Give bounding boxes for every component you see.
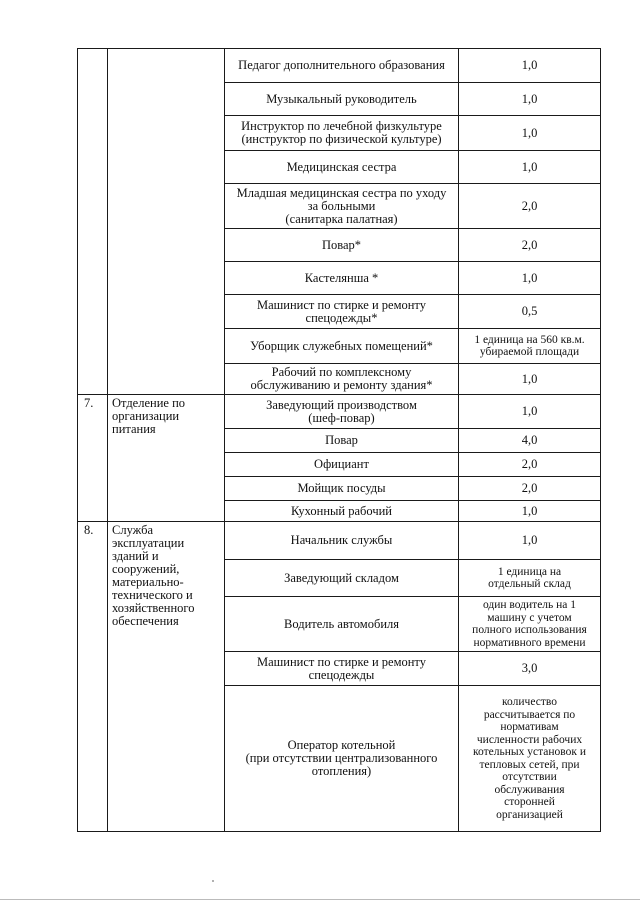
position-cell: Медицинская сестра	[225, 151, 459, 184]
staff-count-cell: 1,0	[459, 262, 601, 295]
row-number-cell: 7.	[78, 395, 108, 522]
staff-count-cell: один водитель на 1 машину с учетом полного использования нормативного времени	[459, 597, 601, 652]
staff-count-cell: 2,0	[459, 229, 601, 262]
position-cell: Машинист по стирке и ремонту спецодежды	[225, 652, 459, 686]
staff-count-cell: 3,0	[459, 652, 601, 686]
row-number-cell	[78, 49, 108, 395]
position-cell: Водитель автомобиля	[225, 597, 459, 652]
position-cell: Младшая медицинская сестра по уходу за больными (санитарка палатная)	[225, 184, 459, 229]
position-cell: Официант	[225, 453, 459, 477]
staff-count-cell: 1,0	[459, 49, 601, 83]
table-row	[78, 395, 601, 429]
staff-count-cell: 1,0	[459, 395, 601, 429]
staff-count-cell: 2,0	[459, 453, 601, 477]
position-cell: Оператор котельной (при отсутствии централизованного отопления)	[225, 686, 459, 832]
staff-count-cell: 1,0	[459, 151, 601, 184]
position-cell: Инструктор по лечебной физкультуре (инструктор по физической культуре)	[225, 116, 459, 151]
staff-count-cell: 1 единица на 560 кв.м. убираемой площади	[459, 329, 601, 364]
position-cell: Мойщик посуды	[225, 477, 459, 501]
staff-count-cell: 1,0	[459, 364, 601, 395]
staff-count-cell: 1,0	[459, 83, 601, 116]
position-cell: Заведующий производством (шеф-повар)	[225, 395, 459, 429]
position-cell: Повар*	[225, 229, 459, 262]
staff-count-cell: 1 единица на отдельный склад	[459, 560, 601, 597]
staff-count-cell: 0,5	[459, 295, 601, 329]
table-row	[78, 49, 601, 83]
position-cell: Повар	[225, 429, 459, 453]
page-bottom-edge	[0, 899, 640, 900]
staff-count-cell: количество рассчитывается по нормативам численности рабочих котельных установок и тепловых сетей, при отсутствии обслуживания сторонней организацией	[459, 686, 601, 832]
position-cell: Музыкальный руководитель	[225, 83, 459, 116]
staff-count-cell: 2,0	[459, 184, 601, 229]
position-cell: Начальник службы	[225, 522, 459, 560]
staff-table	[77, 48, 601, 832]
row-number-cell: 8.	[78, 522, 108, 832]
position-cell: Уборщик служебных помещений*	[225, 329, 459, 364]
table-row	[78, 522, 601, 560]
staff-count-cell: 2,0	[459, 477, 601, 501]
department-cell: Служба эксплуатации зданий и сооружений, материально- технического и хозяйственного обеспечения	[108, 522, 225, 832]
scan-speck	[212, 880, 214, 882]
position-cell: Кухонный рабочий	[225, 501, 459, 522]
position-cell: Педагог дополнительного образования	[225, 49, 459, 83]
staff-count-cell: 1,0	[459, 522, 601, 560]
staff-count-cell: 1,0	[459, 116, 601, 151]
department-cell	[108, 49, 225, 395]
position-cell: Машинист по стирке и ремонту спецодежды*	[225, 295, 459, 329]
position-cell: Кастелянша *	[225, 262, 459, 295]
department-cell: Отделение по организации питания	[108, 395, 225, 522]
staff-count-cell: 4,0	[459, 429, 601, 453]
staff-count-cell: 1,0	[459, 501, 601, 522]
position-cell: Заведующий складом	[225, 560, 459, 597]
position-cell: Рабочий по комплексному обслуживанию и ремонту здания*	[225, 364, 459, 395]
